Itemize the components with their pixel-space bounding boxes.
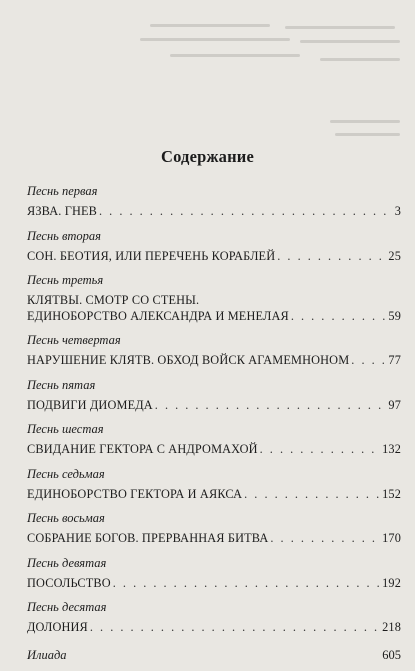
toc-line[interactable] <box>27 309 401 324</box>
page-title: Содержание <box>160 147 255 166</box>
dot-leader <box>270 531 380 546</box>
canto-label: Песнь вторая <box>27 228 101 243</box>
bleed-through-text <box>0 0 415 150</box>
toc-entry <box>27 333 401 378</box>
toc-line[interactable] <box>27 620 401 635</box>
toc-entry <box>27 378 401 423</box>
toc-line <box>27 293 401 308</box>
dot-leader <box>155 398 387 413</box>
chapter-title: ПОСОЛЬСТВО <box>27 575 111 590</box>
dot-leader <box>113 576 380 591</box>
page-number: 25 <box>388 248 401 263</box>
canto-label: Песнь пятая <box>27 377 96 392</box>
toc-line[interactable] <box>27 442 401 457</box>
toc-line[interactable] <box>27 531 401 546</box>
page-number: 59 <box>388 309 401 323</box>
table-of-contents <box>27 184 401 645</box>
chapter-title: СВИДАНИЕ ГЕКТОРА С АНДРОМАХОЙ <box>27 442 258 456</box>
dot-leader <box>351 353 386 368</box>
page-number: 192 <box>382 575 401 590</box>
toc-line[interactable] <box>27 487 401 502</box>
canto-label: Песнь восьмая <box>27 511 105 525</box>
chapter-title: ПОДВИГИ ДИОМЕДА <box>27 397 153 412</box>
page-number: 218 <box>382 620 401 634</box>
toc-entry <box>27 600 401 645</box>
toc-entry <box>27 556 401 601</box>
page-number: 152 <box>382 486 401 501</box>
toc-line[interactable] <box>27 353 401 368</box>
chapter-title: ЕДИНОБОРСТВО АЛЕКСАНДРА И МЕНЕЛАЯ <box>27 309 289 323</box>
dot-leader <box>277 249 386 264</box>
chapter-title: ЕДИНОБОРСТВО ГЕКТОРА И АЯКСА <box>27 486 243 501</box>
toc-entry <box>27 184 401 229</box>
toc-entry <box>27 229 401 274</box>
page-number: 170 <box>382 531 401 545</box>
chapter-title: СОН. БЕОТИЯ, ИЛИ ПЕРЕЧЕНЬ КОРАБЛЕЙ <box>27 248 276 263</box>
toc-entry <box>27 422 401 467</box>
dot-leader <box>260 442 380 457</box>
chapter-title: КЛЯТВЫ. СМОТР СО СТЕНЫ. <box>27 293 200 307</box>
canto-label: Песнь десятая <box>27 600 107 614</box>
canto-label: Песнь четвертая <box>27 333 121 347</box>
canto-label: Песнь первая <box>27 184 98 198</box>
chapter-title: ЯЗВА. ГНЕВ <box>27 204 98 218</box>
toc-entry <box>27 511 401 556</box>
chapter-title: ДОЛОНИЯ <box>27 620 88 634</box>
toc-line[interactable] <box>27 204 401 219</box>
book-title: Илиада <box>27 648 67 662</box>
toc-line[interactable] <box>27 249 401 264</box>
chapter-title: СОБРАНИЕ БОГОВ. ПРЕРВАННАЯ БИТВА <box>27 531 269 545</box>
dot-leader <box>244 487 380 502</box>
page-number: 97 <box>388 397 401 412</box>
canto-label: Песнь шестая <box>27 422 104 436</box>
running-footer <box>27 648 401 663</box>
dot-leader <box>291 309 387 324</box>
toc-entry <box>27 273 401 333</box>
toc-line[interactable] <box>27 576 401 591</box>
dot-leader <box>90 620 380 635</box>
dot-leader <box>99 204 393 219</box>
canto-label: Песнь девятая <box>27 555 107 570</box>
folio-number: 605 <box>382 648 401 662</box>
canto-label: Песнь седьмая <box>27 466 105 481</box>
canto-label: Песнь третья <box>27 273 104 287</box>
toc-entry <box>27 467 401 512</box>
chapter-title: НАРУШЕНИЕ КЛЯТВ. ОБХОД ВОЙСК АГАМЕМНОНОМ <box>27 353 350 367</box>
page-number: 3 <box>394 204 401 218</box>
page-number: 77 <box>388 353 401 367</box>
toc-line[interactable] <box>27 398 401 413</box>
page-number: 132 <box>382 442 401 456</box>
